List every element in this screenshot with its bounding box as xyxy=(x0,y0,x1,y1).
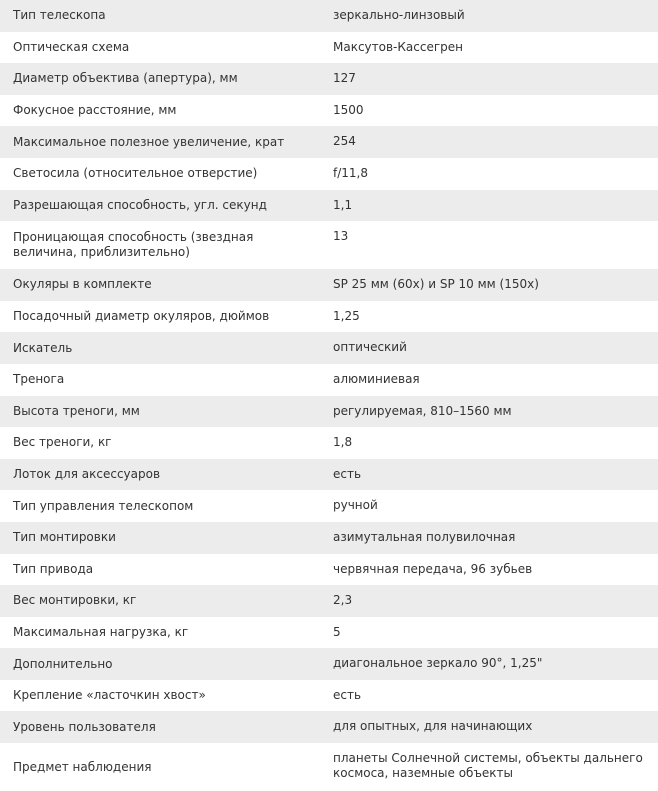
table-row xyxy=(0,221,658,269)
spec-label: Фокусное расстояние, мм xyxy=(0,95,324,127)
spec-value: 5 xyxy=(324,617,658,649)
spec-label: Разрешающая способность, угл. секунд xyxy=(0,190,324,222)
spec-label: Крепление «ласточкин хвост» xyxy=(0,680,324,712)
spec-label: Максимальная нагрузка, кг xyxy=(0,617,324,649)
spec-label: Высота треноги, мм xyxy=(0,396,324,428)
spec-label: Тип привода xyxy=(0,554,324,586)
spec-value: 127 xyxy=(324,63,658,95)
spec-label: Лоток для аксессуаров xyxy=(0,459,324,491)
spec-label: Посадочный диаметр окуляров, дюймов xyxy=(0,301,324,333)
spec-value: Максутов-Кассегрен xyxy=(324,32,658,64)
spec-value: диагональное зеркало 90°, 1,25" xyxy=(324,648,658,680)
table-row xyxy=(0,554,658,586)
spec-value: есть xyxy=(324,680,658,712)
spec-label: Искатель xyxy=(0,332,324,364)
table-row xyxy=(0,648,658,680)
spec-label: Тренога xyxy=(0,364,324,396)
spec-label: Предмет наблюдения xyxy=(0,743,324,791)
spec-value: азимутальная полувилочная xyxy=(324,522,658,554)
spec-label: Дополнительно xyxy=(0,648,324,680)
spec-value: ручной xyxy=(324,490,658,522)
table-row xyxy=(0,332,658,364)
spec-label: Светосила (относительное отверстие) xyxy=(0,158,324,190)
spec-value: 1,1 xyxy=(324,190,658,222)
table-row xyxy=(0,711,658,743)
spec-label: Вес монтировки, кг xyxy=(0,585,324,617)
table-row xyxy=(0,126,658,158)
spec-label: Оптическая схема xyxy=(0,32,324,64)
table-row xyxy=(0,190,658,222)
spec-label: Уровень пользователя xyxy=(0,711,324,743)
spec-value: 13 xyxy=(324,221,658,269)
spec-label: Тип телескопа xyxy=(0,0,324,32)
table-row xyxy=(0,364,658,396)
spec-value: 1500 xyxy=(324,95,658,127)
table-row xyxy=(0,459,658,491)
table-row xyxy=(0,158,658,190)
spec-value: f/11,8 xyxy=(324,158,658,190)
spec-value: червячная передача, 96 зубьев xyxy=(324,554,658,586)
spec-label: Вес треноги, кг xyxy=(0,427,324,459)
spec-value: планеты Солнечной системы, объекты дальнего космоса, наземные объекты xyxy=(324,743,658,791)
table-row xyxy=(0,0,658,32)
spec-value: 254 xyxy=(324,126,658,158)
table-row xyxy=(0,617,658,649)
spec-value: алюминиевая xyxy=(324,364,658,396)
spec-label: Тип монтировки xyxy=(0,522,324,554)
table-row xyxy=(0,490,658,522)
spec-value: 1,8 xyxy=(324,427,658,459)
spec-label: Диаметр объектива (апертура), мм xyxy=(0,63,324,95)
table-row xyxy=(0,32,658,64)
spec-label: Тип управления телескопом xyxy=(0,490,324,522)
table-row xyxy=(0,269,658,301)
spec-value: SP 25 мм (60x) и SP 10 мм (150x) xyxy=(324,269,658,301)
table-row xyxy=(0,522,658,554)
spec-value: есть xyxy=(324,459,658,491)
spec-label: Максимальное полезное увеличение, крат xyxy=(0,126,324,158)
table-row xyxy=(0,95,658,127)
spec-label: Окуляры в комплекте xyxy=(0,269,324,301)
spec-value: 2,3 xyxy=(324,585,658,617)
table-row xyxy=(0,301,658,333)
table-row xyxy=(0,680,658,712)
spec-value: зеркально-линзовый xyxy=(324,0,658,32)
table-row xyxy=(0,63,658,95)
spec-value: для опытных, для начинающих xyxy=(324,711,658,743)
spec-value: оптический xyxy=(324,332,658,364)
spec-label: Проницающая способность (звездная величина, приблизительно) xyxy=(0,221,324,269)
spec-value: регулируемая, 810–1560 мм xyxy=(324,396,658,428)
table-row xyxy=(0,396,658,428)
table-row xyxy=(0,585,658,617)
table-row xyxy=(0,427,658,459)
spec-value: 1,25 xyxy=(324,301,658,333)
